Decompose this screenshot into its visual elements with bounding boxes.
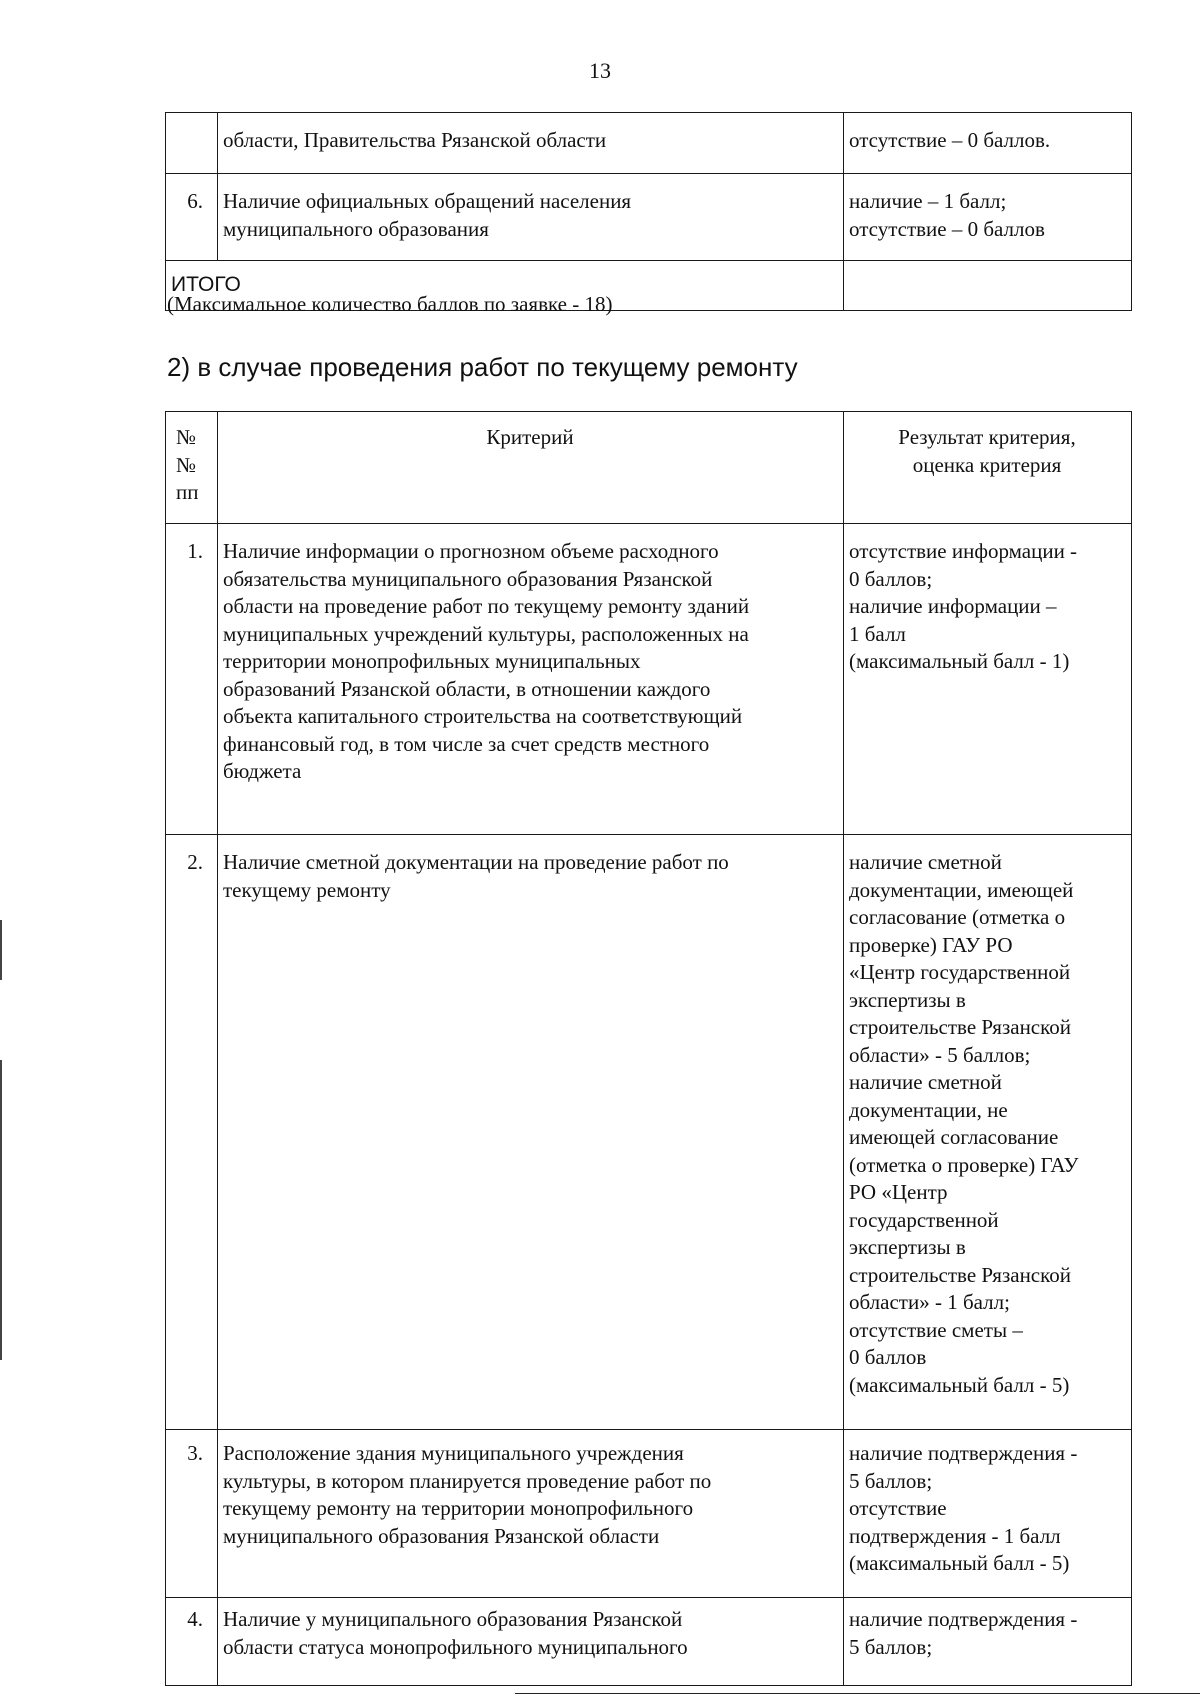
footer-rule xyxy=(515,1693,1200,1694)
table-row xyxy=(166,174,1132,261)
criterion-cell: области, Правительства Рязанской области xyxy=(218,113,844,174)
table-row xyxy=(166,1598,1132,1686)
result-cell: наличие – 1 балл; отсутствие – 0 баллов xyxy=(844,174,1132,261)
table-row xyxy=(166,524,1132,835)
header-number: № № пп xyxy=(166,412,218,524)
row-number: 4. xyxy=(166,1598,218,1686)
result-cell: наличие подтверждения - 5 баллов; отсутствие подтверждения - 1 балл (максимальный балл - 5) xyxy=(844,1430,1132,1598)
result-cell: отсутствие информации - 0 баллов; наличие информации – 1 балл (максимальный балл - 1) xyxy=(844,524,1132,835)
row-number: 1. xyxy=(166,524,218,835)
row-number: 2. xyxy=(166,835,218,1430)
scan-edge-mark xyxy=(0,1060,2,1360)
table-row xyxy=(166,1430,1132,1598)
max-score-note: (Максимальное количество баллов по заявке - 18) xyxy=(167,292,613,316)
header-result: Результат критерия, оценка критерия xyxy=(844,412,1132,524)
criterion-cell: Наличие у муниципального образования Рязанской области статуса монопрофильного муниципального xyxy=(218,1598,844,1686)
table-row xyxy=(166,835,1132,1430)
total-label: ИТОГО xyxy=(166,261,844,311)
row-number xyxy=(166,113,218,174)
criterion-cell: Наличие сметной документации на проведение работ по текущему ремонту xyxy=(218,835,844,1430)
scan-edge-mark xyxy=(0,920,2,980)
total-value xyxy=(844,261,1132,311)
header-criterion: Критерий xyxy=(218,412,844,524)
result-cell: наличие сметной документации, имеющей согласование (отметка о проверке) ГАУ РО «Центр государственной экспертизы в строительстве Рязанской области» - 5 баллов; наличие сметной документации, не имеющей согласование (отметка о проверке) ГАУ РО «Центр государственной экспертизы в строительстве Рязанской области» - 1 балл; отсутствие сметы – 0 баллов (максимальный балл - 5) xyxy=(844,835,1132,1430)
result-cell: наличие подтверждения - 5 баллов; xyxy=(844,1598,1132,1686)
criterion-cell: Наличие официальных обращений населения муниципального образования xyxy=(218,174,844,261)
table-row xyxy=(166,113,1132,174)
section-heading: 2) в случае проведения работ по текущему ремонту xyxy=(167,352,798,382)
criteria-table-continued xyxy=(165,112,1132,311)
criterion-cell: Наличие информации о прогнозном объеме расходного обязательства муниципального образования Рязанской области на проведение работ по текущему ремонту зданий муниципальных учреждений культуры, расположенных на территории монопрофильных муниципальных образований Рязанской области, в отношении каждого объекта капитального строительства на соответствующий финансовый год, в том числе за счет средств местного бюджета xyxy=(218,524,844,835)
row-number: 3. xyxy=(166,1430,218,1598)
page-number: 13 xyxy=(589,58,611,83)
criterion-cell: Расположение здания муниципального учреждения культуры, в котором планируется проведение работ по текущему ремонту на территории монопрофильного муниципального образования Рязанской области xyxy=(218,1430,844,1598)
row-number: 6. xyxy=(166,174,218,261)
result-cell: отсутствие – 0 баллов. xyxy=(844,113,1132,174)
table-header-row xyxy=(166,412,1132,524)
criteria-table xyxy=(165,411,1132,1686)
